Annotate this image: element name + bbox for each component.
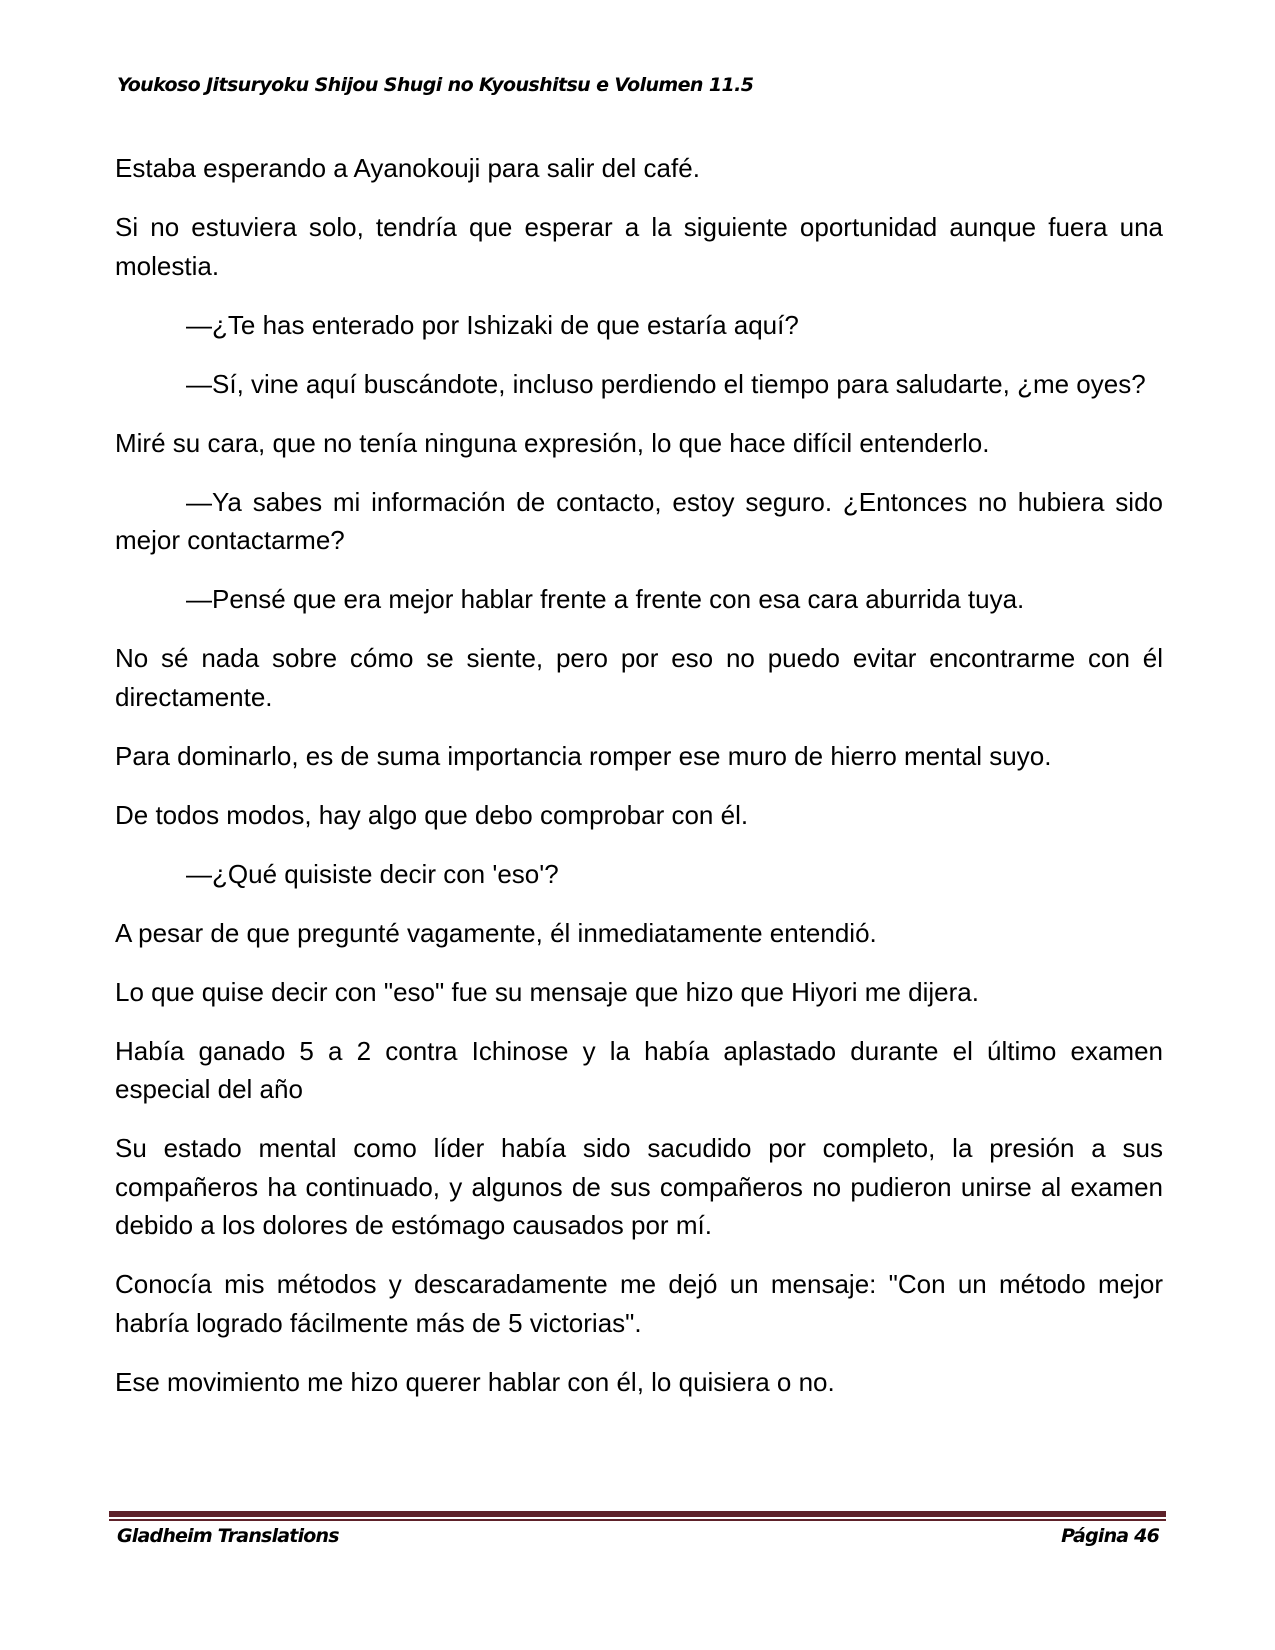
paragraph-narration: No sé nada sobre cómo se siente, pero por eso no puedo evitar encontrarme con él directamente. — [115, 643, 1163, 712]
paragraph-narration: Había ganado 5 a 2 contra Ichinose y la había aplastado durante el último examen especial del año — [115, 1035, 1163, 1104]
paragraph-narration: Conocía mis métodos y descaradamente me dejó un mensaje: "Con un método mejor habría logrado fácilmente más de 5 victorias". — [115, 1269, 1163, 1338]
paragraph-narration: Para dominarlo, es de suma importancia romper ese muro de hierro mental suyo. — [115, 740, 1052, 771]
paragraph-narration: Lo que quise decir con "eso" fue su mensaje que hizo que Hiyori me dijera. — [115, 976, 979, 1007]
paragraph-dialogue: —Ya sabes mi información de contacto, estoy seguro. ¿Entonces no hubiera sido mejor contactarme? — [115, 486, 1163, 555]
paragraph-dialogue: —¿Qué quisiste decir con 'eso'? — [186, 858, 559, 889]
paragraph-narration: Su estado mental como líder había sido sacudido por completo, la presión a sus compañeros ha continuado, y algunos de sus compañeros no pudieron unirse al examen debido a los dolores de estómago causados por mí. — [115, 1133, 1163, 1240]
footer-divider-thin-line — [109, 1519, 1166, 1521]
paragraph-narration: De todos modos, hay algo que debo comprobar con él. — [115, 799, 749, 830]
chapter-body — [115, 149, 1163, 1422]
paragraph-dialogue: —Pensé que era mejor hablar frente a frente con esa cara aburrida tuya. — [186, 584, 1025, 614]
running-header-title: Youkoso Jitsuryoku Shijou Shugi no Kyoushitsu e Volumen 11.5 — [117, 74, 754, 96]
paragraph-narration: Si no estuviera solo, tendría que esperar a la siguiente oportunidad aunque fuera una molestia. — [115, 212, 1163, 281]
paragraph-dialogue: —Sí, vine aquí buscándote, incluso perdiendo el tiempo para saludarte, ¿me oyes? — [186, 368, 1146, 399]
paragraph-narration: Estaba esperando a Ayanokouji para salir del café. — [115, 153, 700, 183]
footer-translator-credit: Gladheim Translations — [117, 1525, 339, 1547]
paragraph-narration: Miré su cara, que no tenía ninguna expresión, lo que hace difícil entenderlo. — [115, 427, 990, 458]
footer-divider — [109, 1511, 1166, 1521]
footer-divider-thick-line — [109, 1511, 1166, 1517]
paragraph-narration: A pesar de que pregunté vagamente, él inmediatamente entendió. — [115, 917, 877, 948]
paragraph-narration: Ese movimiento me hizo querer hablar con él, lo quisiera o no. — [115, 1366, 835, 1397]
paragraph-dialogue: —¿Te has enterado por Ishizaki de que estaría aquí? — [186, 309, 799, 340]
footer-page-number: Página 46 — [1061, 1525, 1159, 1547]
